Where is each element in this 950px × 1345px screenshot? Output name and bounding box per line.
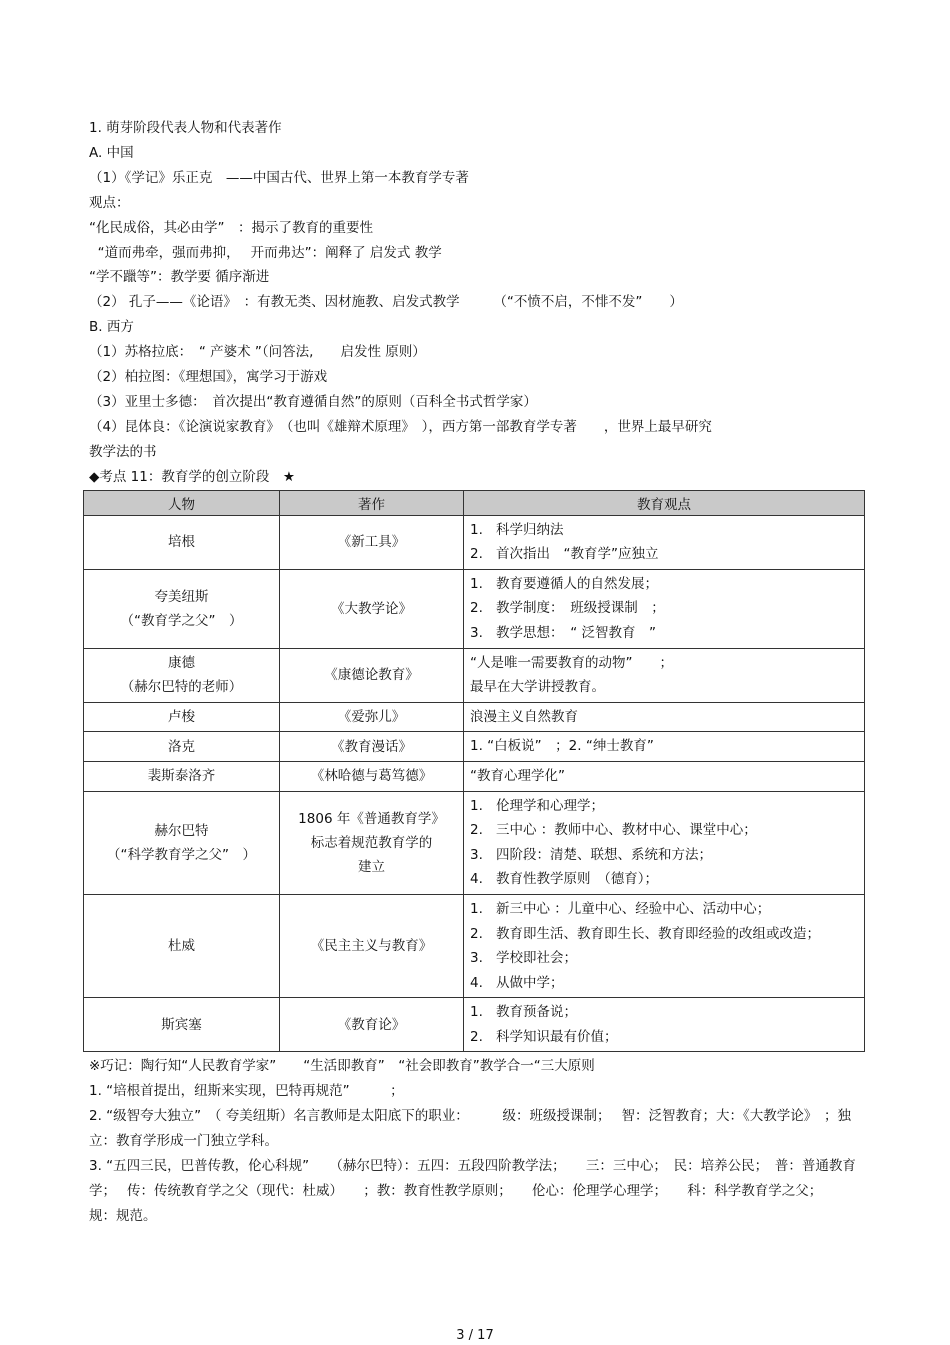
person-name: 夸美纽斯 bbox=[154, 588, 209, 605]
person-name: 洛克 bbox=[168, 738, 195, 755]
person-name: 杜威 bbox=[168, 938, 195, 955]
text-line: “道而弗牵，强而弗抑， 开而弗达”：阐释了 启发式 教学 bbox=[89, 244, 442, 261]
cell-person bbox=[84, 732, 280, 762]
point-text: 浪漫主义自然教育 bbox=[470, 708, 578, 725]
header-person: 人物 bbox=[84, 490, 280, 515]
person-name: 康德 bbox=[168, 655, 195, 672]
point-item bbox=[470, 794, 858, 819]
text-line: 1. 萌芽阶段代表人物和代表著作 bbox=[89, 120, 282, 136]
mnemonic-line: 2. “级智夸大独立” （ 夸美纽斯）名言教师是太阳底下的职业： 级：班级授课制； 智：泛智教育；大：《大教学论》 ；独立：教育学形成一门独立学科。 bbox=[89, 1108, 851, 1150]
cell-person bbox=[84, 648, 280, 702]
text-line: 观点： bbox=[89, 194, 130, 211]
point-text: “人是唯一需要教育的动物” ； bbox=[470, 654, 673, 671]
table-row bbox=[84, 791, 865, 894]
point-item bbox=[470, 596, 858, 621]
cell-work bbox=[280, 732, 464, 762]
mnemonic-section bbox=[89, 1054, 869, 1228]
table-row bbox=[84, 648, 865, 702]
cell-points bbox=[464, 761, 865, 791]
text-line: “化民成俗，其必由学” ：揭示了教育的重要性 bbox=[89, 219, 373, 236]
text-line: （1）《学记》乐正克 ——中国古代、世界上第一本教育学专著 bbox=[89, 169, 469, 186]
text-line: B. 西方 bbox=[89, 319, 134, 336]
person-name: （赫尔巴特的老师） bbox=[120, 679, 243, 696]
point-text: 从做中学； bbox=[496, 974, 564, 991]
person-name: （“科学教育学之父” ） bbox=[107, 846, 256, 863]
work-title: 建立 bbox=[358, 858, 385, 875]
person-name: 培根 bbox=[168, 534, 195, 551]
cell-points bbox=[464, 648, 865, 702]
page-number: 3 / 17 bbox=[456, 1328, 494, 1343]
work-title: 《爱弥儿》 bbox=[337, 709, 406, 726]
point-number: 2. bbox=[470, 546, 483, 563]
point-text: 学校即社会； bbox=[496, 950, 577, 967]
point-item bbox=[470, 971, 858, 996]
cell-points bbox=[464, 515, 865, 569]
point-number: 2. bbox=[470, 925, 483, 942]
mnemonic-line: 1. “培根首提出，纽斯来实现，巴特再规范” ； bbox=[89, 1083, 404, 1100]
cell-work bbox=[280, 515, 464, 569]
point-text: 伦理学和心理学； bbox=[496, 797, 604, 814]
point-text: 新三中心 ：儿童中心、经验中心、活动中心； bbox=[496, 900, 771, 917]
point-text: 教育性教学原则 （德育）； bbox=[496, 871, 658, 888]
point-text: 科学知识最有价值； bbox=[496, 1028, 618, 1045]
point-item bbox=[470, 867, 858, 892]
point-text: 最早在大学讲授教育。 bbox=[470, 679, 605, 696]
header-points: 教育观点 bbox=[464, 490, 865, 515]
point-number: 1. bbox=[470, 521, 483, 538]
table-row bbox=[84, 569, 865, 648]
work-title: 《康德论教育》 bbox=[324, 667, 419, 684]
point-item bbox=[470, 651, 858, 676]
cell-points bbox=[464, 702, 865, 732]
point-text: 1. “白板说” ；2. “绅士教育” bbox=[470, 738, 654, 755]
cell-work bbox=[280, 791, 464, 894]
work-title: 《新工具》 bbox=[337, 534, 406, 551]
point-number: 1. bbox=[470, 575, 483, 592]
point-number: 2. bbox=[470, 822, 483, 839]
table-row bbox=[84, 702, 865, 732]
point-number: 4. bbox=[470, 871, 483, 888]
text-line: ◆考点 11：教育学的创立阶段 ★ bbox=[89, 468, 295, 485]
point-number: 3. bbox=[470, 950, 483, 967]
document-page bbox=[89, 116, 869, 1229]
point-number: 3. bbox=[470, 846, 483, 863]
cell-points bbox=[464, 791, 865, 894]
cell-person bbox=[84, 702, 280, 732]
text-line: A. 中国 bbox=[89, 144, 134, 161]
point-item bbox=[470, 764, 858, 789]
point-text: 教育预备说； bbox=[496, 1004, 577, 1021]
cell-work bbox=[280, 761, 464, 791]
person-name: 赫尔巴特 bbox=[154, 822, 209, 839]
table-row bbox=[84, 732, 865, 762]
point-text: 教育即生活、教育即生长、教育即经验的改组或改造； bbox=[496, 925, 820, 942]
point-number: 1. bbox=[470, 1004, 483, 1021]
person-name: 裴斯泰洛齐 bbox=[147, 768, 216, 785]
work-title: 标志着规范教育学的 bbox=[310, 834, 433, 851]
cell-person bbox=[84, 791, 280, 894]
work-title: 《民主主义与教育》 bbox=[310, 938, 433, 955]
text-line: （2）柏拉图：《理想国》，寓学习于游戏 bbox=[89, 369, 328, 386]
point-item bbox=[470, 675, 858, 700]
cell-work bbox=[280, 702, 464, 732]
work-title: 1806 年《普通教育学》 bbox=[298, 810, 445, 827]
education-founders-table bbox=[83, 490, 865, 1053]
cell-work bbox=[280, 648, 464, 702]
cell-work bbox=[280, 569, 464, 648]
cell-points bbox=[464, 998, 865, 1052]
person-name: （“教育学之父” ） bbox=[120, 612, 243, 629]
header-work: 著作 bbox=[280, 490, 464, 515]
point-number: 2. bbox=[470, 600, 483, 617]
point-item bbox=[470, 1000, 858, 1025]
cell-points bbox=[464, 732, 865, 762]
point-item bbox=[470, 705, 858, 730]
person-name: 斯宾塞 bbox=[161, 1016, 202, 1033]
work-title: 《林哈德与葛笃德》 bbox=[310, 768, 433, 785]
point-text: 首次指出 “教育学”应独立 bbox=[496, 546, 659, 563]
mnemonic-line: ※巧记：陶行知“人民教育学家” “生活即教育” “社会即教育”教学合一“三大原则 bbox=[89, 1058, 595, 1075]
table-row bbox=[84, 761, 865, 791]
table-row bbox=[84, 998, 865, 1052]
point-item bbox=[470, 897, 858, 922]
point-text: 教学制度： 班级授课制 ； bbox=[496, 600, 665, 617]
point-number: 2. bbox=[470, 1028, 483, 1045]
text-line: （2） 孔子——《论语》 ：有教无类、因材施教、启发式教学 （“不愤不启，不悱不发” ） bbox=[89, 294, 683, 311]
point-item bbox=[470, 946, 858, 971]
text-line: （3）亚里士多德： 首次提出“教育遵循自然”的原则（百科全书式哲学家） bbox=[89, 393, 537, 410]
point-item bbox=[470, 843, 858, 868]
table-row bbox=[84, 515, 865, 569]
point-item bbox=[470, 922, 858, 947]
point-number: 1. bbox=[470, 797, 483, 814]
text-line: “学不躐等”：教学要 循序渐进 bbox=[89, 269, 270, 286]
work-title: 《教育论》 bbox=[337, 1016, 406, 1033]
point-item bbox=[470, 818, 858, 843]
work-title: 《大教学论》 bbox=[331, 600, 412, 617]
point-text: 科学归纳法 bbox=[496, 521, 564, 538]
point-text: 教育要遵循人的自然发展； bbox=[496, 575, 658, 592]
table-header-row bbox=[84, 490, 865, 515]
work-title: 《教育漫话》 bbox=[331, 738, 412, 755]
text-line: 教学法的书 bbox=[89, 443, 157, 460]
point-text: 四阶段：清楚、联想、系统和方法； bbox=[496, 846, 712, 863]
cell-person bbox=[84, 569, 280, 648]
person-name: 卢梭 bbox=[168, 709, 195, 726]
point-text: 三中心 ：教师中心、教材中心、课堂中心； bbox=[496, 822, 757, 839]
point-text: “教育心理学化” bbox=[470, 767, 565, 784]
point-item bbox=[470, 734, 858, 759]
point-item bbox=[470, 518, 858, 543]
cell-person bbox=[84, 894, 280, 997]
cell-work bbox=[280, 894, 464, 997]
point-number: 3. bbox=[470, 624, 483, 641]
point-item bbox=[470, 1025, 858, 1050]
point-item bbox=[470, 542, 858, 567]
cell-points bbox=[464, 894, 865, 997]
text-line: （1）苏格拉底： “ 产婆术 ”（问答法, 启发性 原则） bbox=[89, 344, 426, 361]
point-number: 4. bbox=[470, 974, 483, 991]
cell-person bbox=[84, 515, 280, 569]
cell-points bbox=[464, 569, 865, 648]
table-row bbox=[84, 894, 865, 997]
point-number: 1. bbox=[470, 900, 483, 917]
point-item bbox=[470, 621, 858, 646]
point-item bbox=[470, 572, 858, 597]
cell-person bbox=[84, 761, 280, 791]
cell-person bbox=[84, 998, 280, 1052]
mnemonic-line: 3. “五四三民，巴普传教，伦心科规” （赫尔巴特）：五四：五段四阶教学法； 三：三中心； 民：培养公民； 普：普通教育学； 传：传统教育学之父（现代：杜威） ；教：教育性教学原则； 伦心：伦理学心理学； 科：科学教育学之父； 规：规范。 bbox=[89, 1158, 856, 1224]
intro-section bbox=[89, 116, 869, 490]
text-line: （4）昆体良：《论演说家教育》 （也叫《雄辩术原理》 ），西方第一部教育学专著 ，世界上最早研究 bbox=[89, 418, 712, 435]
cell-work bbox=[280, 998, 464, 1052]
point-text: 教学思想： “ 泛智教育 ” bbox=[496, 624, 657, 641]
